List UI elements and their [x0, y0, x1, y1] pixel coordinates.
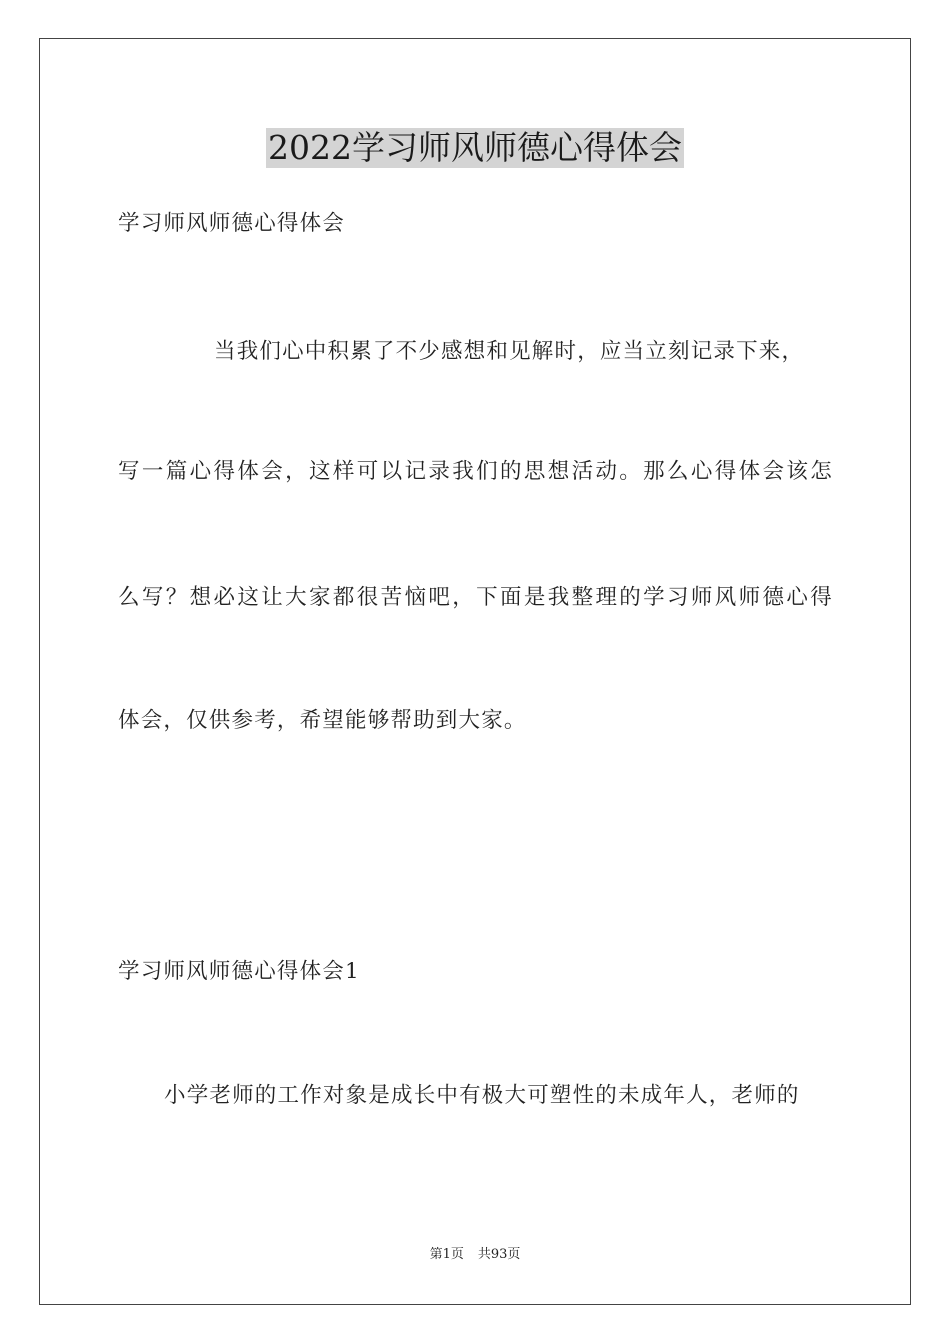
title-container: [0, 128, 950, 168]
page-total: 共93页: [477, 1247, 521, 1262]
intro-line-1: 当我们心中积累了不少感想和见解时，应当立刻记录下来，: [214, 339, 805, 364]
intro-line-4: 体会，仅供参考，希望能够帮助到大家。: [118, 708, 527, 733]
intro-line-3: 么写？想必这让大家都很苦恼吧，下面是我整理的学习师风师德心得: [118, 585, 833, 610]
document-title: 2022学习师风师德心得体会: [268, 128, 682, 167]
document-subtitle: 学习师风师德心得体会: [118, 211, 346, 236]
page-footer: [0, 1246, 950, 1264]
section-heading: 学习师风师德心得体会1: [118, 959, 360, 984]
intro-line-2: 写一篇心得体会，这样可以记录我们的思想活动。那么心得体会该怎: [118, 459, 833, 484]
section-paragraph-line-1: 小学老师的工作对象是成长中有极大可塑性的未成年人，老师的: [164, 1083, 800, 1108]
page-number: 第1页: [429, 1247, 464, 1262]
